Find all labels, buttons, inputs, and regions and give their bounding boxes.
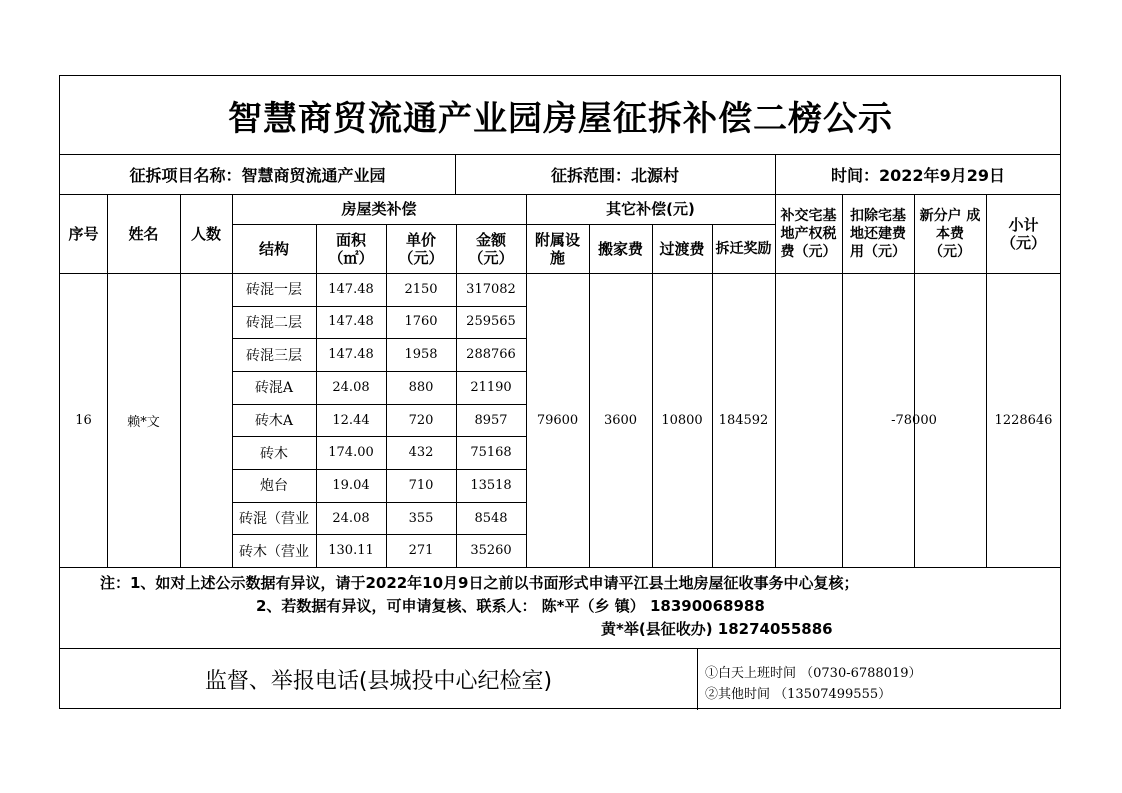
record-transition: 10800 — [661, 412, 703, 428]
cell-price: 1760 — [404, 314, 438, 330]
header-seq: 序号 — [68, 224, 99, 243]
header-area: 面积（㎡） — [328, 230, 374, 267]
contact-other: ②其他时间 （13507499555） — [705, 687, 892, 702]
note-line-3: 黄*举(县征收办) 18274055886 — [601, 620, 833, 638]
cell-structure: 砖木 — [260, 445, 288, 462]
cell-amount: 13518 — [470, 477, 512, 493]
cell-structure: 炮台 — [260, 478, 288, 495]
header-subtotal: 小计（元） — [1001, 215, 1047, 252]
note-line-2: 2、若数据有异议，可申请复核、联系人： 陈*平（乡 镇） 18390068988 — [256, 597, 765, 615]
cell-price: 1958 — [404, 347, 438, 363]
cell-structure: 砖木（营业 — [239, 543, 309, 560]
contact-day: ①白天上班时间 （0730-6788019） — [705, 666, 922, 681]
record-attached: 79600 — [536, 412, 579, 428]
cell-price: 720 — [408, 412, 434, 428]
record-moving: 3600 — [603, 412, 638, 428]
cell-amount: 35260 — [470, 543, 512, 559]
notice-title: 智慧商贸流通产业园房屋征拆补偿二榜公示 — [228, 98, 893, 139]
cell-structure: 砖木A — [254, 413, 294, 429]
header-deduct: 扣除宅基地还建费用（元） — [850, 207, 906, 260]
cell-price: 355 — [408, 510, 434, 526]
cell-amount: 8548 — [474, 510, 508, 526]
supervise-hotline: 监督、举报电话(县城投中心纪检室) — [204, 668, 553, 694]
cell-price: 271 — [408, 543, 434, 559]
cell-amount: 317082 — [466, 281, 516, 297]
cell-area: 24.08 — [332, 510, 370, 526]
cell-area: 24.08 — [332, 379, 370, 395]
cell-amount: 8957 — [474, 412, 508, 428]
header-structure: 结构 — [258, 239, 289, 258]
cell-area: 147.48 — [328, 281, 374, 297]
header-price: 单价（元） — [398, 230, 444, 267]
header-reward: 拆迁奖励 — [715, 240, 772, 257]
cell-area: 19.04 — [332, 477, 370, 493]
cell-area: 12.44 — [332, 412, 370, 428]
cell-area: 174.00 — [328, 445, 374, 461]
header-amount: 金额（元） — [468, 230, 514, 267]
cell-structure: 砖混二层 — [246, 314, 302, 331]
record-deduct: -78000 — [891, 412, 937, 428]
cell-amount: 259565 — [466, 314, 516, 330]
record-land-tax — [775, 273, 842, 567]
header-transition: 过渡费 — [659, 239, 705, 258]
cell-structure: 砖混A — [254, 380, 294, 397]
cell-amount: 288766 — [466, 347, 516, 363]
record-subtotal: 1228646 — [994, 412, 1053, 428]
header-moving: 搬家费 — [597, 239, 643, 258]
project-name: 征拆项目名称：智慧商贸流通产业园 — [129, 165, 386, 185]
record-seq: 16 — [75, 412, 92, 428]
record-new-household — [914, 273, 986, 567]
cell-amount: 21190 — [470, 379, 512, 395]
cell-structure: 砖混三层 — [246, 347, 302, 364]
cell-price: 710 — [408, 477, 434, 493]
header-land-tax: 补交宅基地产权税费（元） — [780, 207, 837, 260]
cell-structure: 砖混一层 — [246, 282, 302, 299]
cell-structure: 砖混（营业 — [239, 511, 309, 528]
cell-area: 130.11 — [328, 543, 374, 559]
cell-price: 2150 — [404, 281, 438, 297]
cell-amount: 75168 — [470, 445, 512, 461]
record-reward: 184592 — [718, 412, 769, 428]
header-attached: 附属设施 — [534, 230, 580, 267]
notice-frame — [59, 75, 1061, 709]
header-people: 人数 — [190, 224, 221, 243]
cell-price: 880 — [408, 379, 434, 395]
header-name: 姓名 — [128, 224, 159, 243]
divider — [60, 567, 1061, 568]
announce-date: 时间：2022年9月29日 — [831, 165, 1005, 185]
cell-price: 432 — [408, 445, 434, 461]
header-other-group: 其它补偿(元) — [606, 200, 695, 218]
record-name: 赖*文 — [127, 414, 160, 430]
divider — [697, 648, 698, 710]
note-line-1: 注：1、如对上述公示数据有异议，请于2022年10月9日之前以书面形式申请平江县土地房屋征收事务中心复核； — [100, 574, 859, 592]
header-new-household: 新分户 成本费（元） — [919, 207, 981, 260]
cell-area: 147.48 — [328, 314, 374, 330]
cell-area: 147.48 — [328, 347, 374, 363]
header-house-group: 房屋类补偿 — [341, 200, 417, 218]
record-people — [180, 273, 232, 567]
project-scope: 征拆范围：北源村 — [550, 165, 679, 185]
